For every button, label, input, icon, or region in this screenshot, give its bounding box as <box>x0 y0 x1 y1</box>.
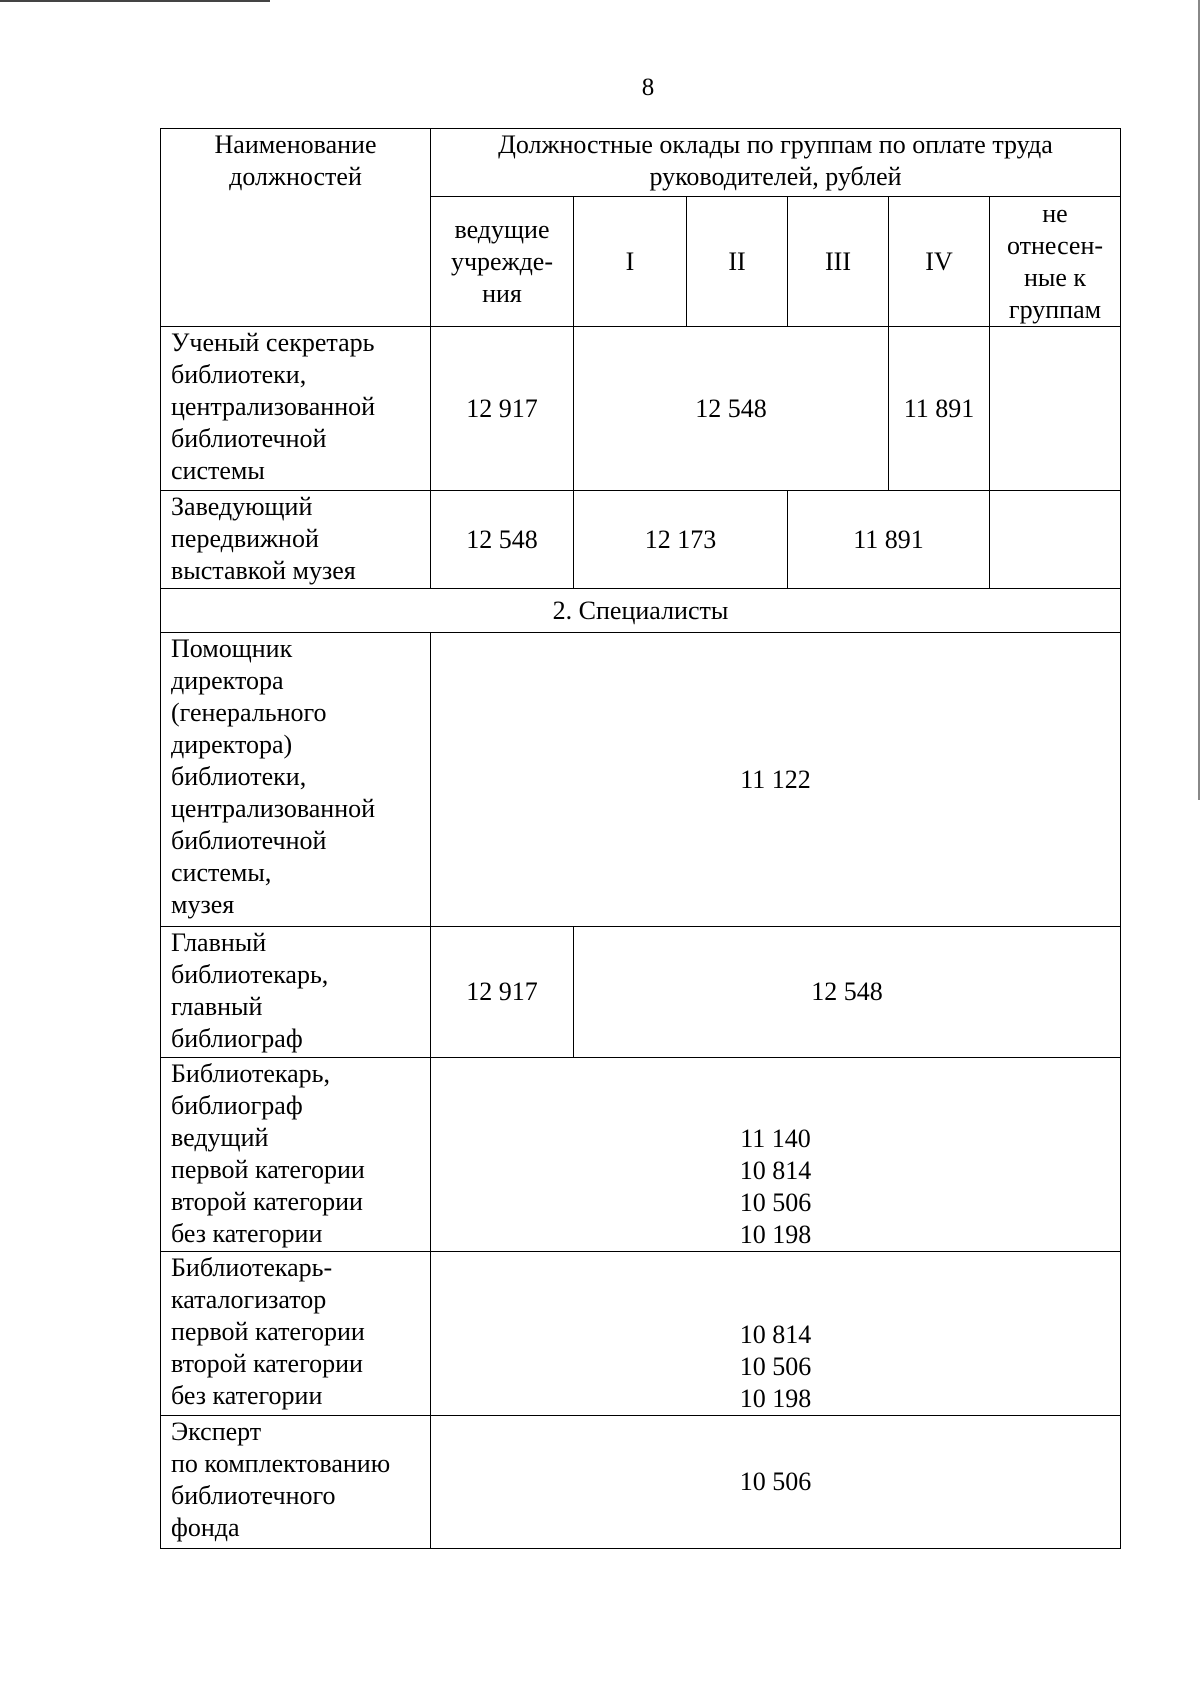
scan-edge-top <box>0 0 270 2</box>
header-subcol-group-3: III <box>788 197 889 327</box>
salary-value: 12 173 <box>574 491 788 589</box>
position-name: Главный библиотекарь, главный библиограф <box>161 927 431 1058</box>
salary-value <box>990 491 1121 589</box>
salary-value: 12 548 <box>574 927 1121 1058</box>
salary-value: 11 140 <box>740 1124 811 1153</box>
page-number: 8 <box>641 74 655 101</box>
table-row <box>161 491 1121 589</box>
table-row <box>161 633 1121 927</box>
header-row <box>161 129 1121 197</box>
header-group-title: Должностные оклады по группам по оплате труда руководителей, рублей <box>431 129 1121 197</box>
table-row <box>161 927 1121 1058</box>
position-name: Эксперт по комплектованию библиотечного фонда <box>161 1416 431 1549</box>
header-subcol-group-4: IV <box>889 197 990 327</box>
salary-value-list <box>431 1058 1121 1252</box>
salary-value: 12 917 <box>431 927 574 1058</box>
header-subcol-not-grouped: не отнесен-ные к группам <box>990 197 1121 327</box>
salary-value: 12 548 <box>574 327 889 491</box>
position-name: Заведующий передвижной выставкой музея <box>161 491 431 589</box>
header-name-col: Наименование должностей <box>161 129 431 327</box>
salary-value: 10 814 <box>739 1156 812 1185</box>
salary-value: 10 198 <box>739 1220 812 1249</box>
salary-value: 12 548 <box>431 491 574 589</box>
table-row <box>161 327 1121 491</box>
header-subcol-group-2: II <box>687 197 788 327</box>
position-name: Библиотекарь, библиограф ведущий первой категории второй категории без категории <box>161 1058 431 1252</box>
table-row <box>161 1252 1121 1416</box>
salary-value <box>990 327 1121 491</box>
header-subcol-group-1: I <box>574 197 687 327</box>
position-name: Ученый секретарь библиотеки, централизованной библиотечной системы <box>161 327 431 491</box>
salary-value: 12 917 <box>431 327 574 491</box>
header-subcol-leading: ведущие учрежде-ния <box>431 197 574 327</box>
salary-value: 11 891 <box>788 491 990 589</box>
salary-value: 10 506 <box>739 1188 812 1217</box>
salary-value: 11 891 <box>889 327 990 491</box>
table-row <box>161 1058 1121 1252</box>
section-row <box>161 589 1121 633</box>
salary-table <box>160 128 1121 1549</box>
salary-value: 10 506 <box>431 1416 1121 1549</box>
table-row <box>161 1416 1121 1549</box>
salary-value-list <box>431 1252 1121 1416</box>
salary-value: 10 198 <box>739 1384 812 1413</box>
salary-value: 10 814 <box>739 1320 812 1349</box>
section-heading: 2. Специалисты <box>161 589 1121 633</box>
salary-value: 11 122 <box>431 633 1121 927</box>
salary-value: 10 506 <box>739 1352 812 1381</box>
position-name: Помощник директора (генерального директора) библиотеки, централизованной библиотечной системы, музея <box>161 633 431 927</box>
position-name: Библиотекарь- каталогизатор первой категории второй категории без категории <box>161 1252 431 1416</box>
